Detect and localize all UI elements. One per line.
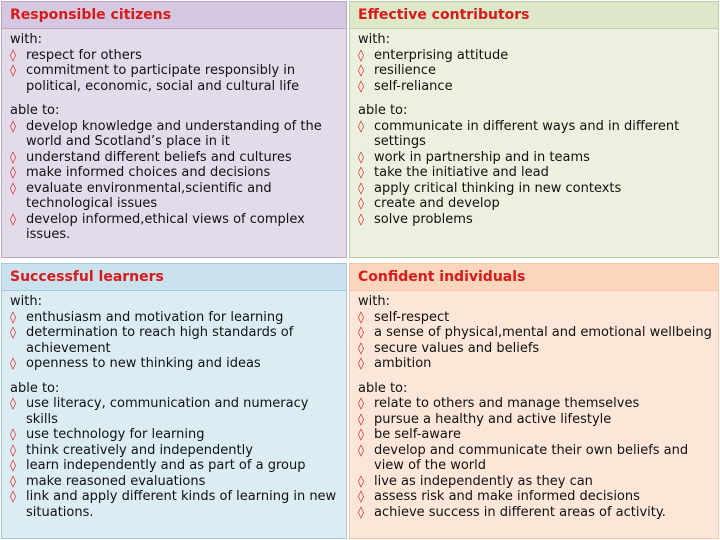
list-item — [358, 165, 716, 181]
diamond-bullet-icon: ◊ — [10, 473, 16, 488]
quadrant-body — [350, 294, 718, 538]
list-item-text: resilience — [374, 63, 437, 78]
able-to-label: able to: — [10, 380, 60, 396]
diamond-bullet-icon: ◊ — [358, 356, 364, 370]
diamond-bullet-icon: ◊ — [358, 396, 364, 410]
list-item — [358, 79, 716, 95]
list-item-text: pursue a healthy and active lifestyle — [374, 411, 612, 427]
diamond-bullet-icon: ◊ — [358, 442, 364, 457]
diamond-bullet-icon: ◊ — [358, 211, 364, 226]
list-item — [358, 474, 716, 490]
list-item — [10, 356, 344, 372]
quadrant-responsible-citizens — [1, 1, 347, 258]
diamond-bullet-icon: ◊ — [10, 211, 16, 226]
list-item — [10, 212, 344, 243]
list-item — [10, 474, 344, 490]
list-item-text: evaluate environmental,scientific and technological issues — [26, 180, 272, 211]
list-item-text: make reasoned evaluations — [26, 473, 206, 489]
list-item — [358, 119, 716, 150]
diamond-bullet-icon: ◊ — [10, 63, 16, 77]
list-item — [10, 458, 344, 474]
list-item-text: use literacy, communication and numeracy skills — [26, 396, 309, 427]
list-item — [358, 443, 716, 474]
list-item — [358, 63, 716, 79]
list-item — [358, 325, 716, 341]
list-item-text: respect for others — [26, 47, 142, 63]
list-item — [10, 443, 344, 459]
list-item — [358, 181, 716, 197]
list-item-text: achieve success in different areas of activity. — [374, 504, 666, 520]
list-item-text: work in partnership and in teams — [374, 149, 590, 165]
diamond-bullet-icon: ◊ — [358, 427, 364, 441]
diamond-bullet-icon: ◊ — [358, 473, 364, 488]
with-list — [10, 310, 344, 372]
list-item — [10, 48, 344, 64]
quadrant-title: Confident individuals — [350, 264, 718, 291]
list-item — [10, 396, 344, 427]
list-item-text: self-reliance — [374, 78, 453, 94]
list-item-text: enterprising attitude — [374, 47, 509, 63]
list-item — [358, 48, 716, 64]
able-to-list — [10, 119, 344, 243]
diamond-bullet-icon: ◊ — [358, 180, 364, 195]
list-item-text: link and apply different kinds of learning in new situations. — [26, 489, 337, 520]
with-label: with: — [10, 32, 42, 47]
able-to-label: able to: — [358, 380, 408, 396]
list-item — [358, 341, 716, 357]
diamond-bullet-icon: ◊ — [358, 165, 364, 179]
quadrant-body — [2, 32, 346, 257]
diamond-bullet-icon: ◊ — [10, 458, 16, 472]
list-item-text: determination to reach high standards of achievement — [26, 325, 294, 356]
list-item — [10, 489, 344, 520]
list-item-text: relate to others and manage themselves — [374, 396, 640, 411]
diamond-bullet-icon: ◊ — [358, 340, 364, 355]
with-label: with: — [358, 32, 390, 47]
diamond-bullet-icon: ◊ — [358, 63, 364, 77]
diamond-bullet-icon: ◊ — [10, 149, 16, 164]
diamond-bullet-icon: ◊ — [10, 356, 16, 370]
list-item-text: take the initiative and lead — [374, 165, 549, 180]
list-item-text: secure values and beliefs — [374, 340, 540, 356]
list-item — [358, 310, 716, 326]
with-list — [358, 310, 716, 372]
with-label: with: — [10, 294, 42, 309]
list-item-text: communicate in different ways and in different settings — [374, 118, 680, 149]
diamond-bullet-icon: ◊ — [10, 325, 16, 339]
list-item-text: be self-aware — [374, 427, 461, 442]
quadrant-confident-individuals — [349, 263, 719, 539]
list-item-text: live as independently as they can — [374, 473, 593, 489]
list-item-text: openness to new thinking and ideas — [26, 356, 261, 371]
able-to-list — [358, 396, 716, 520]
with-label: with: — [358, 294, 390, 309]
list-item-text: learn independently and as part of a group — [26, 458, 306, 473]
list-item — [358, 489, 716, 505]
list-item-text: solve problems — [374, 211, 473, 227]
quadrant-title: Responsible citizens — [2, 2, 346, 29]
diamond-bullet-icon: ◊ — [358, 309, 364, 324]
list-item — [10, 181, 344, 212]
list-item-text: develop and communicate their own beliefs and view of the world — [374, 442, 689, 473]
able-to-list — [10, 396, 344, 520]
diamond-bullet-icon: ◊ — [10, 118, 16, 133]
list-item — [10, 427, 344, 443]
diamond-bullet-icon: ◊ — [358, 196, 364, 210]
quadrant-successful-learners — [1, 263, 347, 539]
diamond-bullet-icon: ◊ — [10, 165, 16, 179]
list-item-text: think creatively and independently — [26, 442, 253, 458]
list-item — [358, 412, 716, 428]
diamond-bullet-icon: ◊ — [10, 309, 16, 324]
list-item-text: a sense of physical,mental and emotional wellbeing — [374, 325, 712, 340]
able-to-label: able to: — [358, 103, 408, 118]
list-item-text: develop informed,ethical views of complex issues. — [26, 211, 305, 242]
diamond-bullet-icon: ◊ — [358, 149, 364, 164]
quadrant-body — [350, 32, 718, 257]
list-item-text: use technology for learning — [26, 427, 205, 442]
list-item — [10, 325, 344, 356]
quadrant-effective-contributors — [349, 1, 719, 258]
list-item — [358, 212, 716, 228]
with-list — [10, 48, 344, 95]
list-item — [358, 150, 716, 166]
list-item — [358, 196, 716, 212]
list-item — [10, 310, 344, 326]
list-item-text: commitment to participate responsibly in political, economic, social and cultural life — [26, 63, 300, 94]
quadrant-title: Effective contributors — [350, 2, 718, 29]
list-item — [358, 396, 716, 412]
list-item-text: self-respect — [374, 309, 450, 325]
diamond-bullet-icon: ◊ — [358, 489, 364, 503]
diamond-bullet-icon: ◊ — [358, 325, 364, 339]
diamond-bullet-icon: ◊ — [10, 489, 16, 503]
diamond-bullet-icon: ◊ — [10, 427, 16, 441]
quadrant-body — [2, 294, 346, 538]
diamond-bullet-icon: ◊ — [358, 47, 364, 62]
list-item-text: enthusiasm and motivation for learning — [26, 309, 284, 325]
list-item — [10, 165, 344, 181]
list-item-text: ambition — [374, 356, 432, 371]
diamond-bullet-icon: ◊ — [358, 504, 364, 519]
diamond-bullet-icon: ◊ — [358, 411, 364, 426]
with-list — [358, 48, 716, 95]
list-item — [10, 150, 344, 166]
list-item — [358, 505, 716, 521]
diamond-bullet-icon: ◊ — [10, 47, 16, 62]
list-item-text: assess risk and make informed decisions — [374, 489, 640, 504]
list-item-text: understand different beliefs and cultures — [26, 149, 292, 165]
diamond-bullet-icon: ◊ — [358, 118, 364, 133]
diamond-bullet-icon: ◊ — [358, 78, 364, 93]
list-item-text: apply critical thinking in new contexts — [374, 180, 622, 196]
able-to-list — [358, 119, 716, 228]
diamond-bullet-icon: ◊ — [10, 180, 16, 195]
diamond-bullet-icon: ◊ — [10, 442, 16, 457]
quadrant-title: Successful learners — [2, 264, 346, 291]
diamond-bullet-icon: ◊ — [10, 396, 16, 410]
list-item — [10, 63, 344, 94]
able-to-label: able to: — [10, 103, 60, 118]
list-item-text: develop knowledge and understanding of the world and Scotland’s place in it — [26, 118, 322, 149]
list-item-text: make informed choices and decisions — [26, 165, 271, 180]
list-item — [358, 356, 716, 372]
list-item — [358, 427, 716, 443]
list-item — [10, 119, 344, 150]
list-item-text: create and develop — [374, 196, 500, 211]
